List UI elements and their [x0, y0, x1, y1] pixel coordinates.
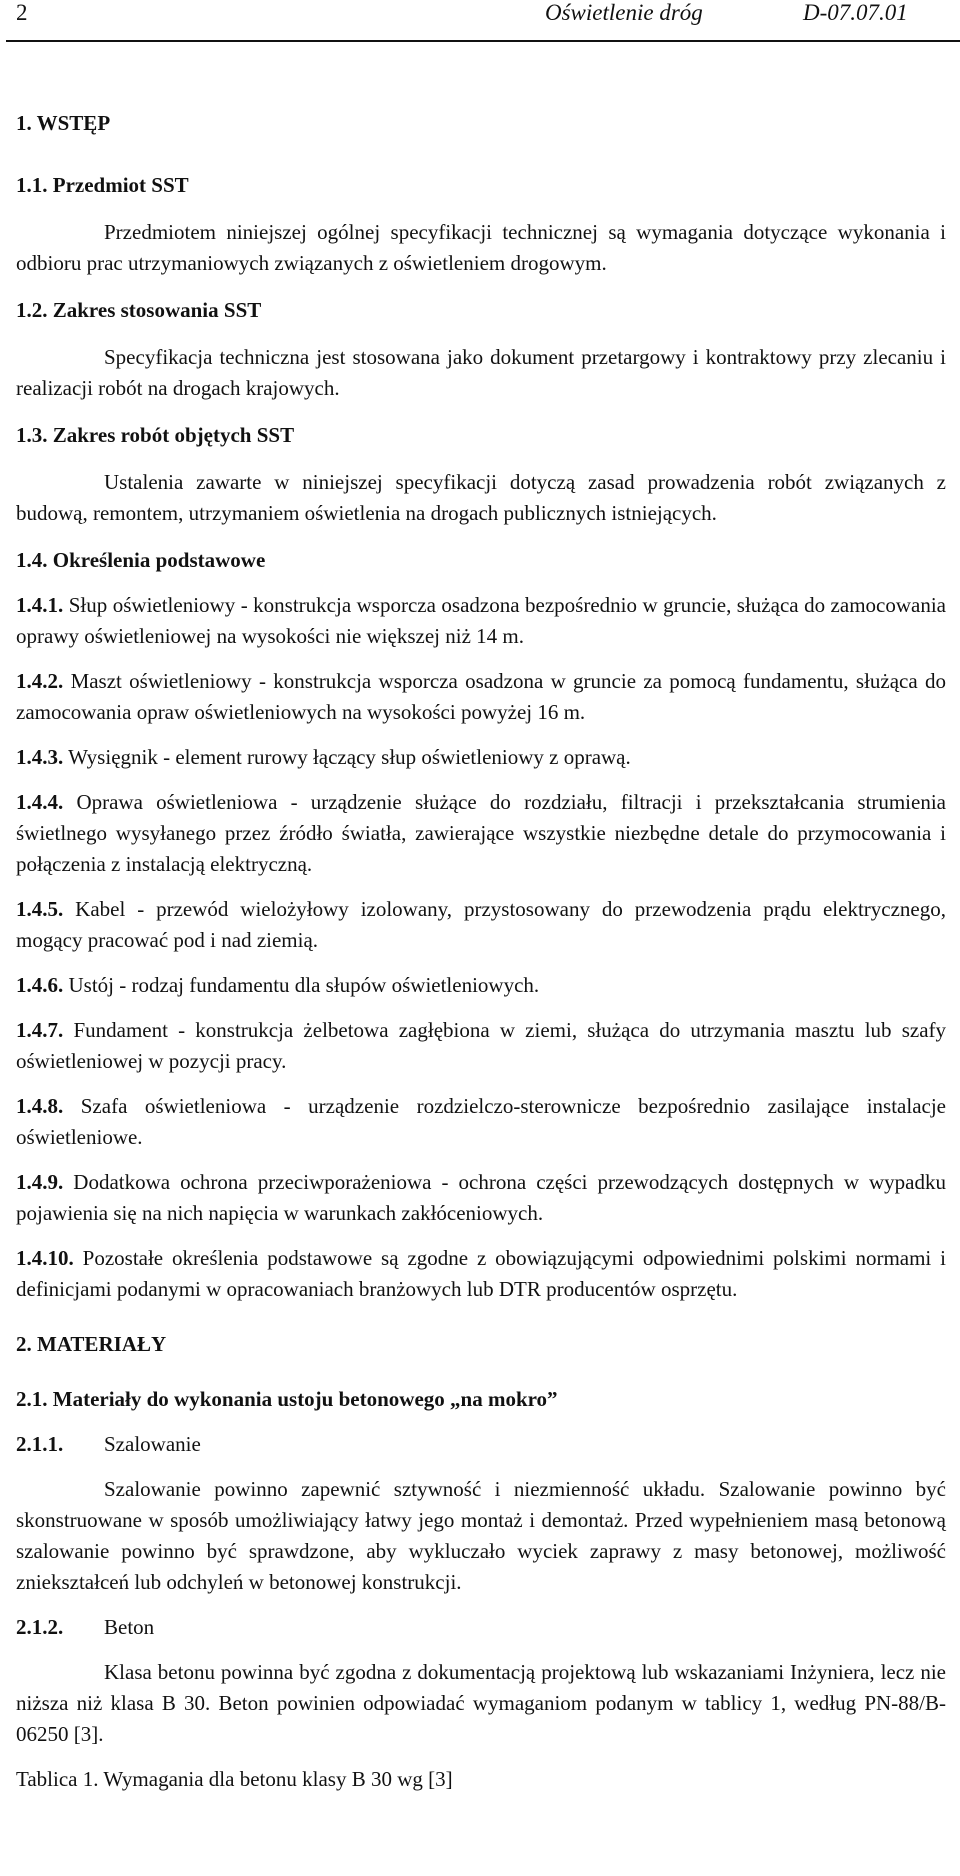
page-header	[0, 0, 960, 46]
definition-number: 1.4.6.	[16, 973, 64, 997]
definition-item	[16, 1167, 946, 1229]
definition-text: Oprawa oświetleniowa - urządzenie służące do rozdziału, filtracji i przekształcania strumienia świetlnego wysyłanego przez źródło światła, zawierające wszystkie niezbędne detale do przymocowania i połączenia z instalacją elektryczną.	[16, 790, 946, 876]
definition-item	[16, 1243, 946, 1305]
subsection-heading-2-1-2	[16, 1612, 946, 1643]
definition-number: 1.4.7.	[16, 1018, 64, 1042]
section-heading-2: 2. MATERIAŁY	[16, 1332, 167, 1356]
subsection-number: 2.1.1.	[16, 1432, 64, 1456]
header-divider	[6, 40, 960, 42]
definition-text: Szafa oświetleniowa - urządzenie rozdzielczo-sterownicze bezpośrednio zasilające instalacje oświetleniowe.	[16, 1094, 946, 1149]
section-text-1-1: Przedmiotem niniejszej ogólnej specyfikacji technicznej są wymagania dotyczące wykonania i odbioru prac utrzymaniowych związanych z oświetleniem drogowym.	[16, 220, 946, 275]
section-heading-1-2: 1.2. Zakres stosowania SST	[16, 298, 262, 322]
definition-number: 1.4.3.	[16, 745, 64, 769]
section-text-1-2: Specyfikacja techniczna jest stosowana jako dokument przetargowy i kontraktowy przy zlecaniu i realizacji robót na drogach krajowych.	[16, 345, 946, 400]
subsection-title: Szalowanie	[104, 1432, 201, 1456]
definition-number: 1.4.1.	[16, 593, 64, 617]
section-heading-1: 1. WSTĘP	[16, 111, 111, 135]
page-number: 2	[16, 0, 28, 25]
subsection-text-2-1-2: Klasa betonu powinna być zgodna z dokumentacją projektową lub wskazaniami Inżyniera, lecz nie niższa niż klasa B 30. Beton powinien odpowiadać wymaganiom podanym w tablicy 1, według PN-88/B-06250 [3].	[16, 1660, 946, 1746]
definition-text: Ustój - rodzaj fundamentu dla słupów oświetleniowych.	[68, 973, 540, 997]
definition-text: Kabel - przewód wielożyłowy izolowany, przystosowany do przewodzenia prądu elektrycznego, mogący pracować pod i nad ziemią.	[16, 897, 946, 952]
definition-item	[16, 1091, 946, 1153]
definition-text: Maszt oświetleniowy - konstrukcja wsporcza osadzona w gruncie za pomocą fundamentu, służąca do zamocowania opraw oświetleniowych na wysokości powyżej 16 m.	[16, 669, 946, 724]
definition-number: 1.4.10.	[16, 1246, 74, 1270]
section-heading-2-1: 2.1. Materiały do wykonania ustoju betonowego „na mokro”	[16, 1387, 558, 1411]
definition-number: 1.4.4.	[16, 790, 64, 814]
definition-number: 1.4.9.	[16, 1170, 64, 1194]
subsection-title: Beton	[104, 1615, 155, 1639]
definition-number: 1.4.5.	[16, 897, 64, 921]
subsection-number: 2.1.2.	[16, 1615, 64, 1639]
definition-text: Wysięgnik - element rurowy łączący słup oświetleniowy z oprawą.	[68, 745, 631, 769]
definition-number: 1.4.8.	[16, 1094, 64, 1118]
definition-item	[16, 970, 946, 1001]
definition-item	[16, 1015, 946, 1077]
definition-text: Słup oświetleniowy - konstrukcja wsporcza osadzona bezpośrednio w gruncie, służąca do zamocowania oprawy oświetleniowej na wysokości nie większej niż 14 m.	[16, 593, 946, 648]
section-heading-1-3: 1.3. Zakres robót objętych SST	[16, 423, 295, 447]
definition-item	[16, 666, 946, 728]
table-caption: Tablica 1. Wymagania dla betonu klasy B 30 wg [3]	[16, 1767, 453, 1791]
definition-item	[16, 742, 946, 773]
subsection-heading-2-1-1	[16, 1429, 946, 1460]
section-heading-1-4: 1.4. Określenia podstawowe	[16, 548, 266, 572]
section-heading-1-1: 1.1. Przedmiot SST	[16, 173, 189, 197]
section-text-1-3: Ustalenia zawarte w niniejszej specyfikacji dotyczą zasad prowadzenia robót związanych z budową, remontem, utrzymaniem oświetlenia na drogach publicznych istniejących.	[16, 470, 946, 525]
definition-item	[16, 894, 946, 956]
document-body	[16, 108, 946, 1795]
definition-number: 1.4.2.	[16, 669, 64, 693]
document-code: D-07.07.01	[803, 0, 908, 25]
document-title: Oświetlenie dróg	[545, 0, 703, 25]
definition-text: Dodatkowa ochrona przeciwporażeniowa - ochrona części przewodzących dostępnych w wypadku pojawienia się na nich napięcia w warunkach zakłóceniowych.	[16, 1170, 946, 1225]
definition-text: Fundament - konstrukcja żelbetowa zagłębiona w ziemi, służąca do utrzymania masztu lub szafy oświetleniowej w pozycji pracy.	[16, 1018, 947, 1073]
subsection-text-2-1-1: Szalowanie powinno zapewnić sztywność i niezmienność układu. Szalowanie powinno być skonstruowane w sposób umożliwiający łatwy jego montaż i demontaż. Przed wypełnieniem masą betonową szalowanie powinno być sprawdzone, aby wykluczało wyciek zaprawy z masy betonowej, możliwość zniekształceń lub odchyleń w betonowej konstrukcji.	[16, 1477, 946, 1594]
definition-item	[16, 590, 946, 652]
definition-text: Pozostałe określenia podstawowe są zgodne z obowiązującymi odpowiednimi polskimi normami i definicjami podanymi w opracowaniach branżowych lub DTR producentów osprzętu.	[16, 1246, 946, 1301]
definition-item	[16, 787, 946, 880]
